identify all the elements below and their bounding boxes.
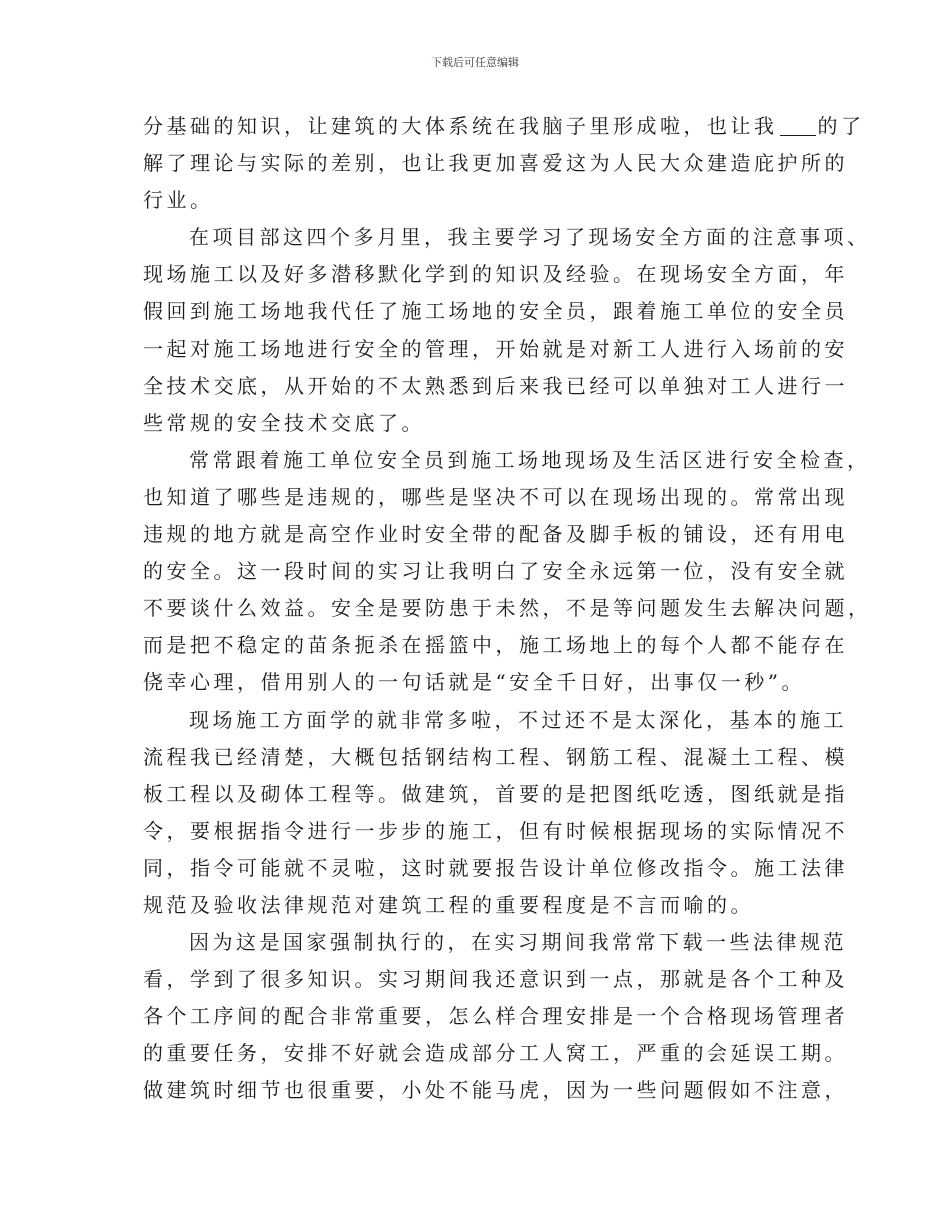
text-segment: 的了 <box>817 114 865 138</box>
text-line: 假回到施工场地我代任了施工场地的安全员，跟着施工单位的安全员 <box>143 299 848 324</box>
paragraph <box>143 108 865 219</box>
text-line: 而是把不稳定的苗条扼杀在摇篮中，施工场地上的每个人都不能存在 <box>143 633 848 658</box>
text-line: 侥幸心理，借用别人的一句话就是“安全千日好，出事仅一秒”。 <box>143 670 805 695</box>
text-line: 各个工序间的配合非常重要，怎么样合理安排是一个合格现场管理者 <box>143 1004 848 1029</box>
page-header: 下载后可任意编辑 <box>431 56 519 69</box>
text-line: 做建筑时细节也很重要，小处不能马虎，因为一些问题假如不注意， <box>143 1078 848 1103</box>
text-line <box>143 108 865 145</box>
text-line: 在项目部这四个多月里，我主要学习了现场安全方面的注意事项、 <box>189 225 871 250</box>
text-line: 同，指令可能就不灵啦，这时就要报告设计单位修改指令。施工法律 <box>143 855 848 880</box>
text-line: 规范及验收法律规范对建筑工程的重要程度是不言而喻的。 <box>143 892 754 917</box>
text-line: 的安全。这一段时间的实习让我明白了安全永远第一位，没有安全就 <box>143 559 848 584</box>
text-line: 不要谈什么效益。安全是要防患于未然，不是等问题发生去解决问题， <box>143 596 872 621</box>
text-line: 现场施工以及好多潜移默化学到的知识及经验。在现场安全方面，年 <box>143 262 848 287</box>
text-line: 一起对施工场地进行安全的管理，开始就是对新工人进行入场前的安 <box>143 336 848 361</box>
text-line: 令，要根据指令进行一步步的施工，但有时候根据现场的实际情况不 <box>143 818 848 843</box>
paragraph <box>143 702 848 925</box>
text-line: 因为这是国家强制执行的，在实习期间我常常下载一些法律规范 <box>189 930 847 955</box>
text-line: 违规的地方就是高空作业时安全带的配备及脚手板的铺设，还有用电 <box>143 522 848 547</box>
text-line: 常常跟着施工单位安全员到施工场地现场及生活区进行安全检查， <box>189 447 871 472</box>
text-line: 看，学到了很多知识。实习期间我还意识到一点，那就是各个工种及 <box>143 967 848 992</box>
text-line: 也知道了哪些是违规的，哪些是坚决不可以在现场出现的。常常出现 <box>143 484 848 509</box>
text-line: 的重要任务，安排不好就会造成部分工人窝工，严重的会延误工期。 <box>143 1041 848 1066</box>
fill-in-blank <box>780 115 816 136</box>
paragraph <box>143 924 848 1109</box>
text-segment: 分基础的知识，让建筑的大体系统在我脑子里形成啦，也让我 <box>143 114 778 138</box>
text-line: 行业。 <box>143 188 214 213</box>
text-line: 些常规的安全技术交底了。 <box>143 410 425 435</box>
text-line: 板工程以及砌体工程等。做建筑，首要的是把图纸吃透，图纸就是指 <box>143 781 848 806</box>
text-line: 现场施工方面学的就非常多啦，不过还不是太深化，基本的施工 <box>189 707 847 732</box>
document-body <box>143 108 872 1110</box>
text-line: 解了理论与实际的差别，也让我更加喜爱这为人民大众建造庇护所的 <box>143 151 848 176</box>
paragraph <box>143 219 871 442</box>
text-line: 流程我已经清楚，大概包括钢结构工程、钢筋工程、混凝土工程、模 <box>143 744 848 769</box>
text-line: 全技术交底，从开始的不太熟悉到后来我已经可以单独对工人进行一 <box>143 373 848 398</box>
paragraph <box>143 442 872 702</box>
